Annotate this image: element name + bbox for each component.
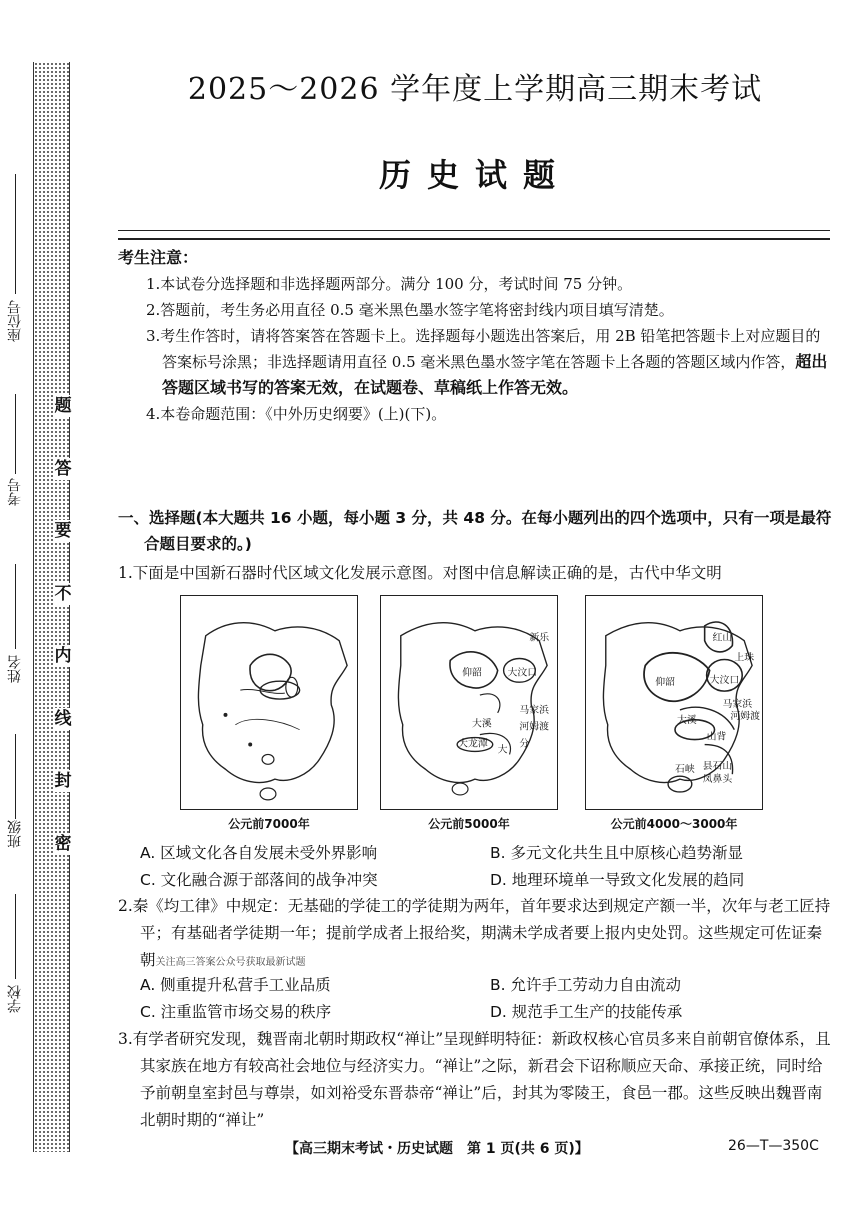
question-1-options — [140, 840, 840, 894]
seal-char: 内 — [54, 646, 72, 667]
map-label: 县石山 — [702, 761, 733, 773]
notice-item-3 — [134, 323, 830, 401]
name-field[interactable] — [0, 655, 30, 683]
option-c[interactable]: C. 注重监管市场交易的秩序 — [140, 1003, 332, 1021]
question-2-text: 2.秦《均工律》中规定：无基础的学徒工的学徒期为两年，首年要求达到规定产额一半，次年与老工匠持平；有基础者学徒期一年；提前学成者上报给奖，期满未学成者要上报内史处罚。这些规定可佐证秦朝 — [118, 897, 831, 969]
map-label: 大汶口 — [709, 675, 740, 687]
map-7000bc-drawing — [181, 596, 357, 809]
class-field[interactable] — [0, 820, 30, 848]
header-rule-thin — [118, 230, 830, 231]
name-line — [0, 560, 30, 649]
map-4000-3000bc-drawing — [586, 596, 762, 809]
subject-title: 历史试题 — [378, 156, 571, 194]
class-label: 班级 — [7, 820, 23, 848]
question-2-stem — [118, 893, 836, 976]
map-label: 马家浜 — [722, 698, 753, 710]
candidate-notice — [118, 245, 830, 427]
map-5000bc — [380, 595, 558, 810]
map-label: 分 — [519, 738, 530, 750]
map-label: 河姆渡 — [519, 721, 550, 733]
notice-item-3-emphasis: 超出答题区域书写的答案无效，在试题卷、草稿纸上作答无效。 — [162, 352, 828, 397]
notice-title: 考生注意： — [118, 248, 199, 267]
map-label: 上珠 — [734, 652, 755, 664]
name-label: 姓名 — [7, 655, 23, 683]
notice-item-2: 2.答题前，考生务必用直径 0.5 毫米黑色墨水签字笔将密封线内项目填写清楚。 — [146, 301, 674, 319]
map-label: 大溪 — [676, 714, 697, 726]
map-label: 石峡 — [674, 764, 695, 776]
exam-number-line — [0, 390, 30, 474]
option-b[interactable]: B. 允许手工劳动力自由流动 — [490, 976, 681, 994]
class-line — [0, 730, 30, 819]
option-c[interactable]: C. 文化融合源于部落间的战争冲突 — [140, 871, 378, 889]
option-a[interactable]: A. 区域文化各自发展未受外界影响 — [140, 844, 378, 862]
option-d[interactable]: D. 地理环境单一导致文化发展的趋同 — [490, 871, 745, 889]
paper-code: 26—T—350C — [728, 1138, 819, 1154]
seat-number-line — [0, 170, 30, 294]
seal-char: 不 — [54, 583, 72, 604]
map-4000-3000bc — [585, 595, 763, 810]
map-7000bc-caption: 公元前7000年 — [228, 817, 310, 831]
question-1-stem: 1.下面是中国新石器时代区域文化发展示意图。对图中信息解读正确的是，古代中华文明 — [118, 564, 722, 582]
school-label: 学校 — [7, 985, 23, 1013]
exam-number-label: 考号 — [7, 478, 23, 506]
seat-number-label: 座位号 — [7, 300, 23, 342]
school-field[interactable] — [0, 985, 30, 1013]
seal-char: 线 — [54, 708, 72, 729]
header-rule-thick — [118, 238, 830, 240]
section-heading: 一、选择题(本大题共 16 小题，每小题 3 分，共 48 分。在每小题列出的四个选项中，只有一项是最符合题目要求的。) — [118, 509, 832, 553]
seal-line-text — [50, 395, 76, 855]
seal-char: 题 — [54, 396, 72, 416]
map-label: 仰韶 — [655, 677, 675, 689]
exam-number-field[interactable] — [0, 478, 30, 506]
watermark-text: 关注高三答案公众号获取最新试题 — [155, 957, 306, 968]
question-3-stem: 3.有学者研究发现，魏晋南北朝时期政权“禅让”呈现鲜明特征：新政权核心官员多来自前朝官僚体系，且其家族在地方有较高社会地位与经济实力。“禅让”之际，新君会下诏称顺应天命、承接正统，同时给予前朝皇室封邑与尊崇，如刘裕受东晋恭帝“禅让”后，封其为零陵王，食邑一郡。这些反映出魏晋南北朝时期的“禅让” — [118, 1030, 831, 1129]
seal-char: 要 — [54, 521, 72, 542]
notice-item-4: 4.本卷命题范围：《中外历史纲要》(上)(下)。 — [146, 405, 447, 423]
map-label: 大汶口 — [507, 667, 538, 679]
notice-item-3-text: 3.考生作答时，请将答案答在答题卡上。选择题每小题选出答案后，用 2B 铅笔把答题卡上对应题目的答案标号涂黑；非选择题请用直径 0.5 毫米黑色墨水签字笔在答题卡上各题的答题区域内作答， — [146, 327, 821, 371]
map-label: 新乐 — [529, 632, 550, 644]
map-label: 山背 — [706, 731, 727, 743]
school-line — [0, 890, 30, 979]
map-label: 河姆渡 — [730, 710, 761, 722]
map-label: 凤鼻头 — [702, 774, 733, 786]
map-label: 仰韶 — [462, 667, 482, 679]
exam-title: 2025～2026 学年度上学期高三期末考试 — [187, 72, 763, 107]
seal-char: 答 — [54, 458, 72, 479]
map-4000-3000bc-caption: 公元前4000～3000年 — [610, 817, 738, 831]
seat-number-field[interactable] — [0, 300, 30, 342]
map-label: 大龙潭 — [458, 738, 488, 750]
map-label: 马家浜 — [519, 704, 550, 716]
seal-char: 密 — [54, 833, 72, 854]
map-7000bc — [180, 595, 358, 810]
seal-char: 封 — [54, 771, 72, 792]
map-label: 大溪 — [471, 718, 492, 730]
map-label: 大 — [497, 744, 508, 756]
page-footer: 【高三期末考试・历史试题 第 1 页(共 6 页)】 — [285, 1141, 589, 1157]
map-5000bc-drawing — [381, 596, 557, 809]
option-b[interactable]: B. 多元文化共生且中原核心趋势渐显 — [490, 844, 743, 862]
question-2-options — [140, 972, 840, 1026]
option-d[interactable]: D. 规范手工生产的技能传承 — [490, 1003, 683, 1021]
map-5000bc-caption: 公元前5000年 — [428, 817, 510, 831]
map-label: 红山 — [712, 632, 733, 644]
option-a[interactable]: A. 侧重提升私营手工业品质 — [140, 976, 331, 994]
notice-item-1: 1.本试卷分选择题和非选择题两部分。满分 100 分，考试时间 75 分钟。 — [146, 275, 633, 293]
question-1-maps — [180, 595, 780, 835]
